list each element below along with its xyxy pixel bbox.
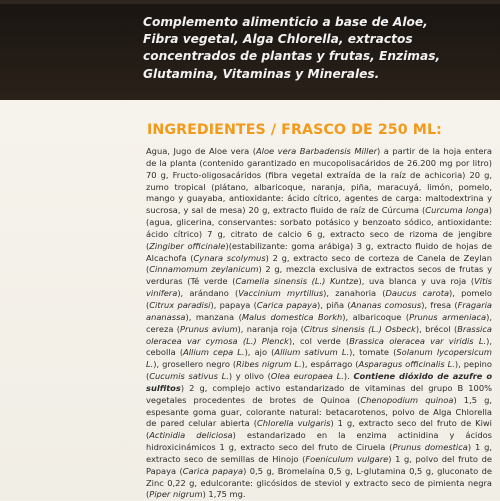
scientific-name: Allium cepa L. xyxy=(183,347,245,358)
ingredient-text: ) 2 g, complejo activo estandarizado de vitaminas del grupo B 100% vegetales procedentes de brotes de Quinoa ( xyxy=(146,382,492,405)
scientific-name: Piper nigrum xyxy=(149,489,203,500)
ingredient-text: ) a partir de la hoja entera de la planta (contenido garantizado en mucopolisacáridos de 26.200 mg por litro) 70 g, Fructo-oligosacáridos (fibra vegetal extraída de la raíz de achicoria) 20 g, zumo tropical (plátano, albaricoque, naranja, piña, maracuyá, limón, pomelo, mango y guayaba, antioxidante: ácido cítrico, agentes de carga: maltodextrina y sucrosa, y sal de mesa) 20 g, extracto fluido de raíz de Cúrcuma ( xyxy=(146,146,492,216)
scientific-name: Ribes nigrum L. xyxy=(236,359,302,370)
ingredient-text: ) y olivo ( xyxy=(228,371,271,382)
scientific-name: Camelia sinensis (L.) Kuntze xyxy=(235,276,359,287)
scientific-name: Cynara scolymus xyxy=(193,252,266,263)
scientific-name: Solanum lycopersicum L. xyxy=(146,347,492,370)
ingredient-text: ), tomate ( xyxy=(349,347,397,358)
scientific-name: Carica papaya xyxy=(182,465,244,476)
ingredient-text: ), papaya ( xyxy=(210,299,257,310)
ingredient-text: ), col verde ( xyxy=(288,335,350,346)
scientific-name: Prunus armeniaca xyxy=(409,311,487,322)
scientific-name: Prunus avium xyxy=(180,323,238,334)
product-description xyxy=(143,14,493,83)
scientific-name: Carica papaya xyxy=(256,299,318,310)
scientific-name: Brassica oleracea var viridis L. xyxy=(349,335,487,346)
scientific-name: Asparagus officinalis L. xyxy=(358,359,455,370)
ingredient-text: ) 2 g, mezcla exclusiva de extractos secos de frutas y verduras (Té verde ( xyxy=(146,264,492,287)
ingredient-text: ) estandarizado en la enzima actinidina y ácidos hidroxicinámicos 1 g, extracto seco del fruto de Ciruela ( xyxy=(146,430,492,453)
scientific-name: Cucumis sativus L. xyxy=(149,371,229,382)
scientific-name: Ananas comosus xyxy=(350,299,422,310)
ingredient-text: ), ajo ( xyxy=(244,347,275,358)
description-line: Complemento alimenticio a base de Aloe, xyxy=(143,15,428,29)
scientific-name: Curcuma longa xyxy=(425,205,489,216)
ingredients-heading: INGREDIENTES / FRASCO DE 250 ML: xyxy=(147,122,442,138)
scientific-name: Citrux paradisi xyxy=(149,299,211,310)
scientific-name: Foeniculum vulgare xyxy=(305,453,389,464)
ingredient-text: ), cebolla ( xyxy=(146,335,492,358)
ingredient-text: ), cereza ( xyxy=(146,311,492,334)
ingredient-text: ) 1 g, extracto seco de semillas de Hinojo ( xyxy=(146,442,492,464)
scientific-name: Chenopodium quinoa xyxy=(360,394,454,405)
scientific-name: Fragaria ananassa xyxy=(146,299,492,322)
ingredient-text: )(agua, glicerina, conservantes: sorbato potásico y benzoato sódico, antioxidante: ácido cítrico) 7 g, citrato de calcio 6 g, extracto seco de rizoma de jengibre ( xyxy=(146,205,493,251)
ingredient-text: ), espárrago ( xyxy=(301,359,359,370)
scientific-name: Actinidia deliciosa xyxy=(149,430,233,441)
ingredient-text: ), albaricoque ( xyxy=(342,311,410,322)
ingredient-text: ) 1 g, extracto seco del fruto de Kiwi ( xyxy=(146,418,492,441)
scientific-name: Olea europaea L. xyxy=(270,371,344,382)
scientific-name: Citrus sinensis (L.) Osbeck xyxy=(303,323,416,334)
product-box-dark-band xyxy=(0,0,500,100)
ingredient-text: ), arándano ( xyxy=(177,288,239,299)
scientific-name: Aloe vera Barbadensis Miller xyxy=(255,146,377,156)
ingredient-text: ) 1,5 g, espesante goma guar, colorante natural: betacarotenos, polvo de Alga Chlorella de pared celular abierta ( xyxy=(146,394,492,429)
ingredient-text: ), naranja roja ( xyxy=(237,323,304,334)
ingredients-list xyxy=(146,146,492,501)
ingredient-text: ) 0,5 g, Bromelaína 0,5 g, L-glutamina 0,5 g, gluconato de Zinc 0,22 g, edulcorante: glicósidos de steviol y extracto seco de pimienta negra ( xyxy=(146,465,493,500)
ingredient-text: ), grosellero negro ( xyxy=(153,359,237,370)
ingredient-text: )(estabilizante: goma arábiga) 3 g, extracto fluido de hojas de Alcachofa ( xyxy=(146,240,492,263)
ingredient-text: ), zanahoria ( xyxy=(323,288,386,299)
ingredient-text: Agua, Jugo de Aloe vera ( xyxy=(146,146,256,156)
ingredient-text: ), manzana ( xyxy=(185,311,242,322)
description-line: concentrados de plantas y frutas, Enzimas, xyxy=(143,49,441,64)
scientific-name: Brassica oleracea var cymosa (L.) Plenck xyxy=(146,323,492,346)
ingredient-text: ) 1 g, polvo del fruto de Papaya ( xyxy=(146,453,492,476)
box-fold-shadow xyxy=(0,0,500,4)
ingredient-text: ), fresa ( xyxy=(421,299,458,310)
ingredient-text: ), piña ( xyxy=(317,299,351,310)
description-line: Glutamina, Vitaminas y Minerales. xyxy=(143,66,380,81)
description-line: Fibra vegetal, Alga Chlorella, extractos xyxy=(143,32,413,47)
scientific-name: Allium sativum L. xyxy=(274,347,350,358)
scientific-name: Malus domestica Borkh xyxy=(241,311,343,322)
ingredient-text: ), pepino ( xyxy=(146,359,492,382)
ingredient-text: ), brécol ( xyxy=(415,323,458,334)
scientific-name: Daucus carota xyxy=(385,288,450,299)
ingredient-text: ). xyxy=(343,371,354,382)
scientific-name: Zingiber officinale xyxy=(149,240,226,251)
ingredient-text: ) 2 g, extracto seco de corteza de Canela de Zeylan ( xyxy=(146,252,492,275)
scientific-name: Vaccinium myrtillus xyxy=(238,288,324,299)
allergen-warning: Contiene dióxido de azufre o sulfitos xyxy=(146,371,493,393)
ingredient-text: ), pomelo ( xyxy=(146,288,492,310)
scientific-name: Chlorella vulgaris xyxy=(256,418,331,429)
scientific-name: Prunus domestica xyxy=(392,442,468,453)
scientific-name: Vitis vinifera xyxy=(146,276,492,299)
scientific-name: Cinnamomum zeylanicum xyxy=(149,264,259,275)
ingredient-text: ), uva blanca y uva roja ( xyxy=(358,276,475,287)
ingredient-text: ) 1,75 mg. xyxy=(202,489,246,500)
